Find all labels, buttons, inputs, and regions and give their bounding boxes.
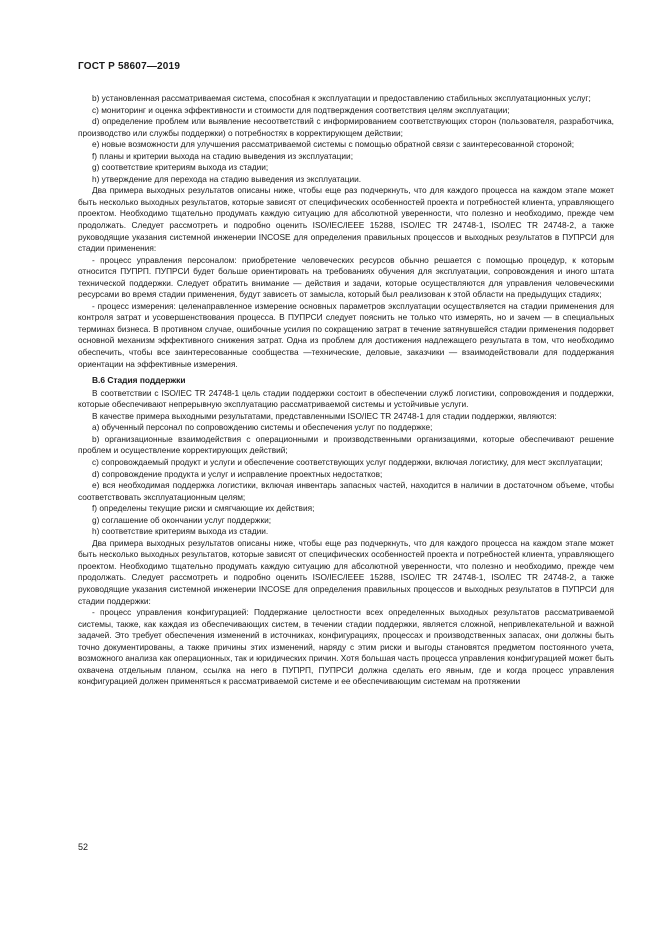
list-item: b) установленная рассматриваемая система, способная к эксплуатации и предоставлению стабильных эксплуатационных услуг;: [92, 93, 591, 103]
list-item: d) определение проблем или выявление несоответствий с информированием соответствующих сторон (пользователя, разработчика, производство или службы поддержки) о потребностях в корректирующем действии;: [78, 116, 614, 138]
list-item: e) новые возможности для улучшения рассматриваемой системы с помощью обратной связи с заинтересованной стороной;: [92, 139, 575, 150]
paragraph: - процесс управления конфигурацией: Поддержание целостности всех определенных выходных результатов рассматриваемой системы, также, как каждая из обеспечивающих систем, в течении стадии поддержки, является сложной, непривлекательной и важной задачей. Это требует обеспечения изменений в источниках, конфигурациях, процессах и производственных запасах, они должны быть точно документированы, а также причины этих изменений, наряду с этим риски и выгоды становятся предметом постоянного учета, возможного анализа как операционных, так и юридических причин. Хотя большая часть процесса управления конфигурацией может быть охвачена отдельным планом, ссылка на него в ПУПРП, ПУПРСИ должна сделать его явным, где и когда процесс управления конфигурацией должен применяться к рассматриваемой системе и ее обеспечивающим системам на протяжении: [78, 607, 614, 687]
list-item: h) соответствие критериям выхода из стадии.: [92, 526, 269, 537]
paragraph: В соответствии с ISO/IEC TR 24748-1 цель стадии поддержки состоит в обеспечении служб логистики, сопровождения и поддержки, которые обеспечивают непрерывную эксплуатацию рассматриваемой системы и устойчивые услуги.: [78, 387, 614, 410]
list-item: f) определены текущие риски и смягчающие их действия;: [92, 503, 315, 514]
list-item: a) обученный персонал по сопровождению системы и обеспечения услуг по поддержке;: [92, 422, 433, 433]
paragraph: В качестве примера выходными результатами, представленными ISO/IEC TR 24748-1 для стадии поддержки, являются:: [92, 410, 557, 421]
paragraph: Два примера выходных результатов описаны ниже, чтобы еще раз подчеркнуть, что для каждого процесса на каждом этапе может быть несколько выходных результатов, которые зависят от специфических особенностей проекта и потребностей клиента, управляющего проектом. Необходимо тщательно продумать каждую ситуацию для абсолютной уверенности, что полезно и необходимо, прежде чем продолжать. Следует рассмотреть и подробно оценить ISO/IEC/IEEE 15288, ISO/IEC TR 24748-1, ISO/IEC TR 24748-2, а также руководящие указания системной инженерии INCOSE для определения правильных процессов и выходных результатов в ПУПРСИ для стадии поддержки:: [78, 537, 614, 606]
paragraph: - процесс измерения: целенаправленное измерение основных параметров эксплуатации осуществляется на стадии применения для контроля затрат и усовершенствования процесса. В ПУПРСИ следует пояснить не только что измерять, но и зачем — в специальных терминах бизнеса. В противном случае, ошибочные усилия по сокращению затрат в течение затянувшейся стадии применения подорвет основной механизм эффективного снижения затрат. Одна из проблем для достижения надлежащего результата в том, что необходимо обеспечить, чтобы все заинтересованные сообщества —технические, деловые, заказчики — взаимодействовали для поддержания ориентации на эффективные измерения.: [78, 300, 614, 369]
list-item: f) планы и критерии выхода на стадию выведения из эксплуатации;: [92, 150, 353, 161]
page-number: 52: [78, 842, 89, 852]
list-item: c) сопровождаемый продукт и услуги и обеспечение соответствующих услуг поддержки, включая логистику, для мест эксплуатации;: [92, 456, 603, 467]
section-heading: В.6 Стадия поддержки: [92, 375, 186, 386]
list-item: b) организационные взаимодействия с операционными и производственными организациями, которые обеспечивают решение проблем и осуществление корректирующих действий;: [78, 433, 614, 456]
list-item: d) сопровождение продукта и услуг и исправление проектных недостатков;: [92, 468, 383, 479]
page-content: [78, 93, 614, 688]
paragraph: Два примера выходных результатов описаны ниже, чтобы еще раз подчеркнуть, что для каждого процесса на каждом этапе может быть несколько выходных результатов, которые зависят от специфических особенностей проекта и потребностей клиента, управляющего проектом. Необходимо тщательно продумать каждую ситуацию для абсолютной уверенности, что полезно и необходимо, прежде чем продолжать. Следует рассмотреть и подробно оценить ISO/IEC/IEEE 15288, ISO/IEC TR 24748-1, ISO/IEC TR 24748-2, а также руководящие указания системной инженерии INCOSE для определения правильных процессов и выходных результатов в ПУПРСИ для стадии применения:: [78, 185, 614, 254]
list-item: c) мониторинг и оценка эффективности и стоимости для подтверждения соответствия целям эксплуатации;: [92, 104, 510, 115]
document-header: ГОСТ Р 58607—2019: [78, 61, 181, 72]
list-item: g) соглашение об окончании услуг поддержки;: [92, 514, 272, 525]
list-item: e) вся необходимая поддержка логистики, включая инвентарь запасных частей, находится в наличии в достаточном объеме, чтобы соответствовать эксплуатационным целям;: [78, 480, 614, 502]
paragraph: - процесс управления персоналом: приобретение человеческих ресурсов обычно решается с помощью процедур, к которым относится ПУПРП. ПУПРСИ будет больше ориентировать на требованиях обучения для эксплуатации, сопровождения и иного штата технической поддержки. Следует обратить внимание — действия и задачи, которые осуществляются для управления человеческими ресурсами во время стадии применения, будут зависеть от замысла, который был реализован к этой области на предыдущих стадиях;: [78, 254, 614, 300]
list-item: h) утверждение для перехода на стадию выведения из эксплуатации.: [92, 173, 362, 184]
list-item: g) соответствие критериям выхода из стадии;: [92, 162, 269, 173]
